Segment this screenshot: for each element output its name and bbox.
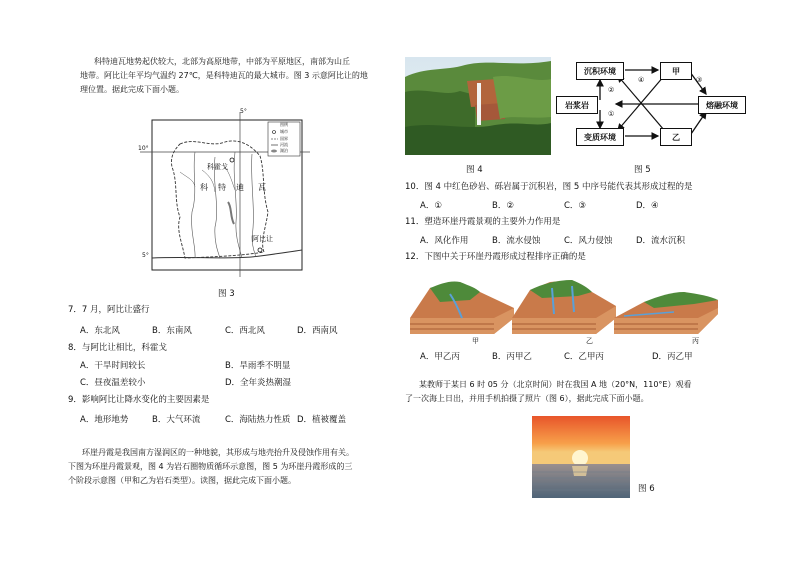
terrain-block-yi (512, 276, 616, 336)
process-4-label: ④ (638, 76, 645, 84)
lat-label-bot: 5° (142, 252, 149, 259)
q10-stem: 10．图 4 中红色砂岩、砾岩属于沉积岩，图 5 中序号能代表其形成过程的是 (405, 182, 693, 192)
map-region-2: 特 (218, 183, 226, 192)
box-jia: 甲 (660, 62, 692, 80)
danxia-line-1: 环崖丹霞是我国南方湿润区的一种地貌，其形成与地壳抬升及侵蚀作用有关。 (82, 448, 354, 457)
city-korhogo: 科霍戈 (207, 163, 228, 171)
q12-stage-yi (512, 276, 616, 336)
box-sedimentary-env: 沉积环境 (576, 62, 624, 80)
process-1-label: ① (608, 110, 615, 118)
fig3-map (138, 108, 310, 277)
q11-stem: 11．塑造环崖丹霞景观的主要外力作用是 (405, 217, 561, 227)
q12-option-d[interactable]: D．丙乙甲 (652, 352, 693, 362)
q12-option-a[interactable]: A．甲乙丙 (420, 352, 460, 362)
q9-option-d[interactable]: D．植被覆盖 (297, 415, 347, 425)
q12-label-jia: 甲 (472, 337, 479, 345)
intro-line-3: 理位置。据此完成下面小题。 (80, 85, 184, 94)
q9-option-a[interactable]: A．地形地势 (80, 415, 129, 425)
q8-option-b[interactable]: B．旱雨季不明显 (225, 361, 291, 371)
q12-option-c[interactable]: C．乙甲丙 (564, 352, 604, 362)
legend-border: 国界 (280, 136, 288, 141)
waterfall-image (405, 57, 551, 155)
sunrise-line-2: 了一次海上日出，并用手机拍摄了照片（图 6），据此完成下面小题。 (405, 394, 649, 403)
q12-stage-jia (410, 278, 514, 336)
q10-option-a[interactable]: A．① (420, 201, 442, 211)
intro-line-2: 地带。阿比让年平均气温约 27℃，是科特迪瓦的最大城市。图 3 示意阿比让的地 (80, 71, 368, 80)
q11-option-b[interactable]: B．流水侵蚀 (492, 236, 541, 246)
danxia-line-2: 下图为环崖丹霞景观，图 4 为岩石圈物质循环示意图，图 5 为环崖丹霞形成的三 (68, 462, 353, 471)
q8-option-c[interactable]: C．昼夜温差较小 (80, 378, 146, 388)
q7-option-d[interactable]: D．西南风 (297, 326, 338, 336)
intro-passage (80, 55, 400, 97)
legend-river: 河流 (280, 142, 288, 147)
lat-label-top: 5° (240, 108, 247, 115)
q9-option-b[interactable]: B．大气环流 (152, 415, 201, 425)
q8-option-d[interactable]: D．全年炎热潮湿 (225, 378, 292, 388)
fig3-caption: 图 3 (218, 289, 235, 299)
danxia-line-3: 个阶段示意图（甲和乙为岩石类型）。读图，据此完成下面小题。 (68, 476, 296, 485)
q7-option-b[interactable]: B．东南风 (152, 326, 192, 336)
q10-option-b[interactable]: B．② (492, 201, 514, 211)
q11-option-d[interactable]: D．流水沉积 (636, 236, 686, 246)
q12-stem: 12．下图中关于环崖丹霞形成过程排序正确的是 (405, 252, 586, 262)
city-abidjan: 阿比让 (252, 235, 273, 243)
sunrise-passage (405, 378, 745, 406)
fig4-caption: 图 4 (466, 165, 483, 175)
fig6-photo (532, 416, 630, 498)
process-3-label: ③ (696, 76, 703, 84)
box-metamorphic-env: 变质环境 (576, 128, 624, 146)
intro-line-1: 科特迪瓦地势起伏较大，北部为高原地带，中部为平原地区，南部为山丘 (94, 57, 350, 66)
legend-city: 城市 (280, 129, 288, 134)
danxia-passage (68, 446, 398, 488)
sunrise-line-1: 某教师于某日 6 时 05 分（北京时间）时在我国 A 地（20°N，110°E）观看 (419, 380, 692, 389)
q9-stem: 9．影响阿比让降水变化的主要因素是 (68, 395, 210, 405)
q11-option-a[interactable]: A．风化作用 (420, 236, 469, 246)
q9-option-c[interactable]: C．海陆热力性质 (225, 415, 291, 425)
q12-label-yi: 乙 (586, 337, 593, 345)
q10-option-c[interactable]: C．③ (564, 201, 587, 211)
q7-option-a[interactable]: A．东北风 (80, 326, 120, 336)
q10-option-d[interactable]: D．④ (636, 201, 659, 211)
map-region-4: 瓦 (258, 183, 266, 192)
sunrise-image (532, 416, 630, 498)
q7-option-c[interactable]: C．西北风 (225, 326, 265, 336)
legend-title: 图例 (280, 122, 288, 127)
map-region-3: 迪 (236, 183, 244, 192)
q11-option-c[interactable]: C．风力侵蚀 (564, 236, 613, 246)
terrain-block-jia (410, 278, 514, 336)
box-yi: 乙 (660, 128, 692, 146)
legend-lake: 湖泊 (280, 148, 288, 153)
fig5-caption: 图 5 (634, 165, 651, 175)
fig4-photo (405, 57, 551, 155)
q7-stem: 7．7 月，阿比让盛行 (68, 305, 150, 315)
q12-option-b[interactable]: B．丙甲乙 (492, 352, 532, 362)
process-2-label: ② (608, 86, 615, 94)
q12-label-bing: 丙 (692, 337, 699, 345)
q12-stage-bing (614, 282, 718, 336)
terrain-block-bing (614, 282, 718, 336)
box-melting-env: 熔融环境 (698, 96, 746, 114)
map-region-1: 科 (200, 183, 208, 192)
fig6-caption: 图 6 (638, 484, 655, 494)
lat-label-mid: 10° (138, 145, 149, 152)
q8-option-a[interactable]: A．干旱时间较长 (80, 361, 146, 371)
box-igneous: 岩浆岩 (556, 96, 598, 114)
fig5-rock-cycle (556, 58, 756, 158)
q8-stem: 8．与阿比让相比，科霍戈 (68, 343, 167, 353)
